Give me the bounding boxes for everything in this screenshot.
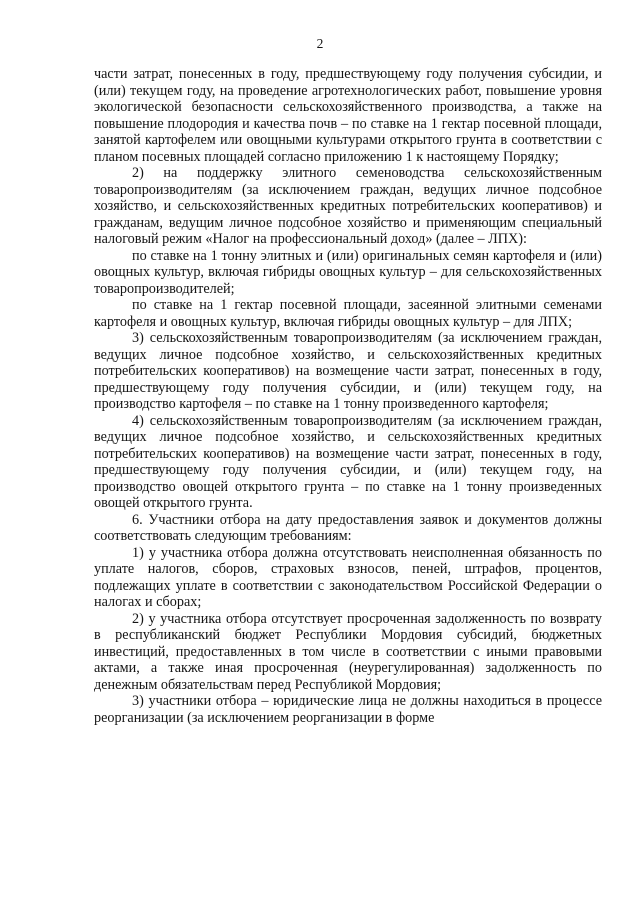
paragraph-requirement-1-tax-obligations: 1) у участника отбора должна отсутствовать неисполненная обязанность по уплате налогов, сборов, страховых взносов, пеней, штрафов, процентов, подлежащих уплате в соответствии с законодательством Российской Федерации о налогах и сборах; xyxy=(94,544,602,610)
paragraph-requirement-2-overdue-debt: 2) у участника отбора отсутствует просроченная задолженность по возврату в республиканский бюджет Республики Мордовия субсидий, бюджетных инвестиций, предоставленных в том числе в соответствии с иными правовыми актами, а также иная просроченная (неурегулированная) задолженность по денежным обязательствам перед Республикой Мордовия; xyxy=(94,610,602,693)
document-body xyxy=(94,66,602,726)
paragraph-requirement-3-reorganization: 3) участники отбора – юридические лица не должны находиться в процессе реорганизации (за исключением реорганизации в форме xyxy=(94,693,602,726)
paragraph-rate-per-hectare-lph: по ставке на 1 гектар посевной площади, засеянной элитными семенами картофеля и овощных культур, включая гибриды овощных культур – для ЛПХ; xyxy=(94,297,602,330)
paragraph-continuation-agrotech-costs: части затрат, понесенных в году, предшествующему году получения субсидии, и (или) текущем году, на проведение агротехнологических работ, повышение уровня экологической безопасности сельскохозяйственного производства, а также на повышение плодородия и качества почв – по ставке на 1 гектар посевной площади, занятой картофелем или овощными культурами открытого грунта в соответствии с планом посевных площадей согласно приложению 1 к настоящему Порядку; xyxy=(94,66,602,165)
paragraph-item-2-elite-seed-support: 2) на поддержку элитного семеноводства сельскохозяйственным товаропроизводителям (за исключением граждан, ведущих личное подсобное хозяйство, и сельскохозяйственных кредитных потребительских кооперативов) и гражданам, ведущим личное подсобное хозяйство и применяющим специальный налоговый режим «Налог на профессиональный доход» (далее – ЛПХ): xyxy=(94,165,602,247)
paragraph-section-6-requirements: 6. Участники отбора на дату предоставления заявок и документов должны соответствовать следующим требованиям: xyxy=(94,511,602,544)
paragraph-rate-per-tonne-seeds: по ставке на 1 тонну элитных и (или) оригинальных семян картофеля и (или) овощных культур, включая гибриды овощных культур – для сельскохозяйственных товаропроизводителей; xyxy=(94,247,602,297)
page-number: 2 xyxy=(316,36,324,51)
paragraph-item-4-vegetable-production: 4) сельскохозяйственным товаропроизводителям (за исключением граждан, ведущих личное подсобное хозяйство, и сельскохозяйственных кредитных потребительских кооперативов) на возмещение части затрат, понесенных в году, предшествующему году получения субсидии, и (или) текущем году, на производство овощей открытого грунта – по ставке на 1 тонну произведенных овощей открытого грунта. xyxy=(94,412,602,511)
paragraph-item-3-potato-production: 3) сельскохозяйственным товаропроизводителям (за исключением граждан, ведущих личное подсобное хозяйство, и сельскохозяйственных кредитных потребительских кооперативов) на возмещение части затрат, понесенных в году, предшествующему году получения субсидии, и (или) текущем году, на производство картофеля – по ставке на 1 тонну произведенного картофеля; xyxy=(94,330,602,412)
